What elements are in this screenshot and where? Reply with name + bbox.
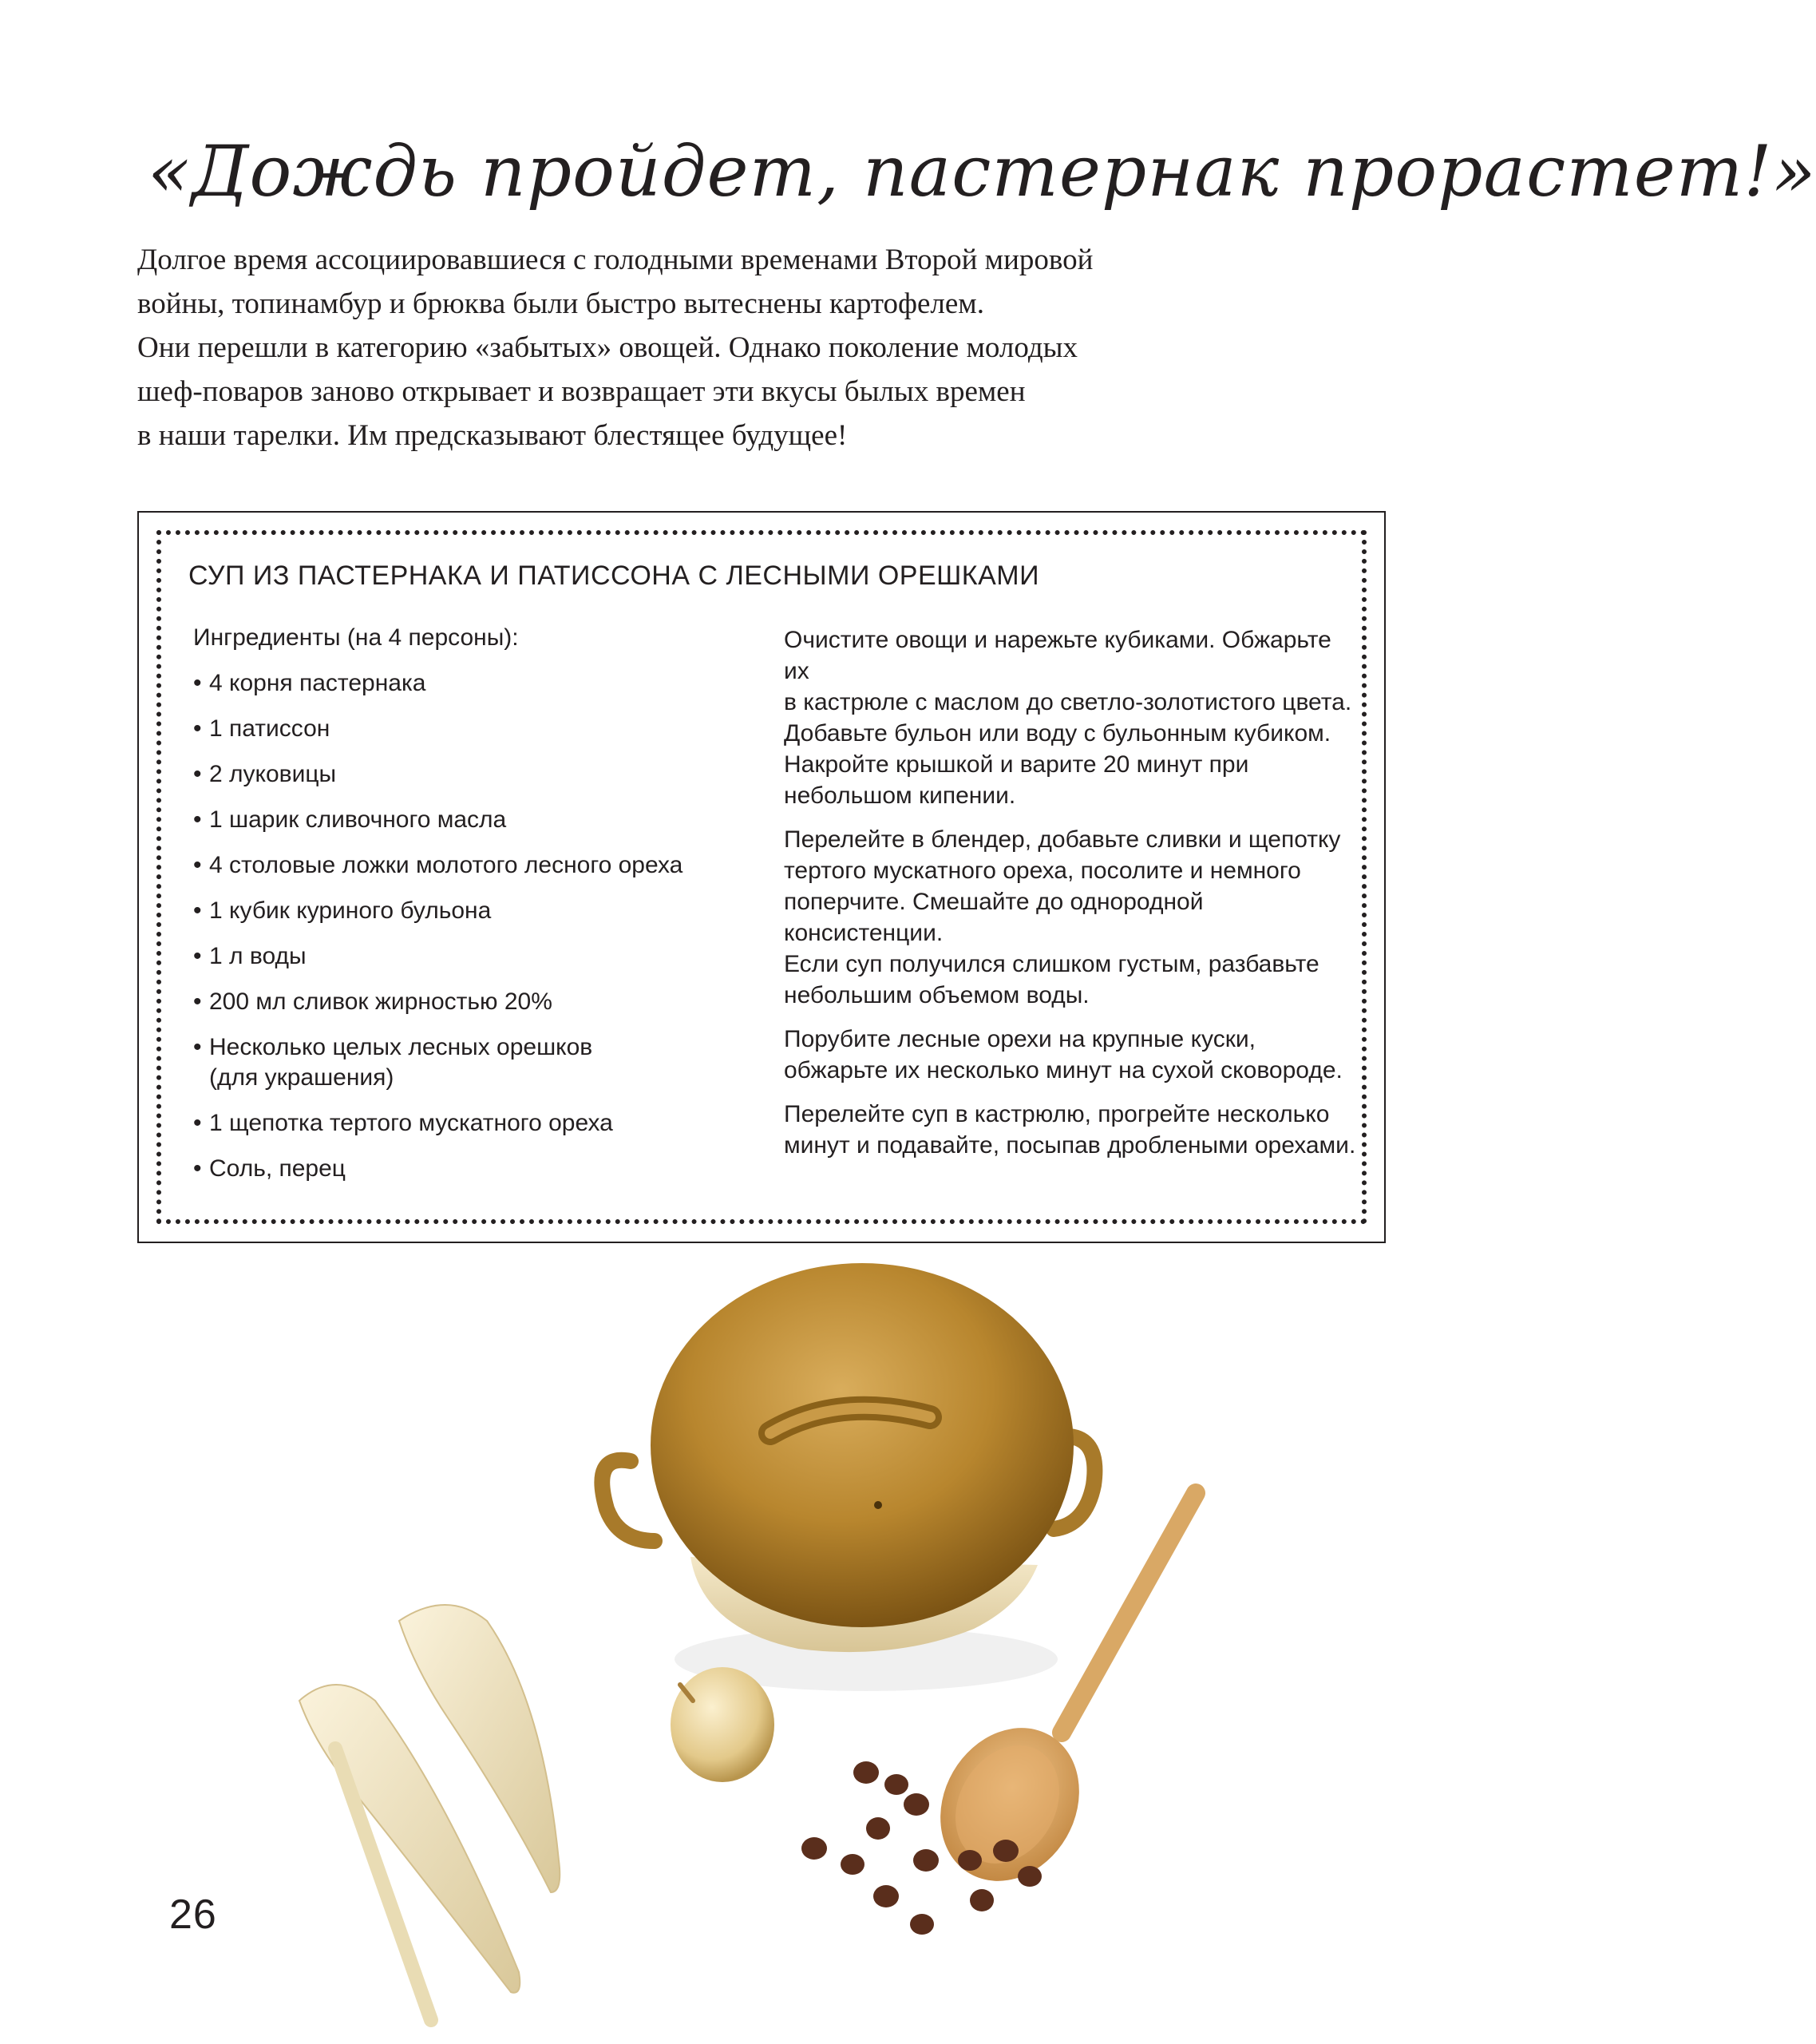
- bullet-icon: •: [193, 852, 202, 878]
- hazelnut: [904, 1793, 929, 1816]
- ingredient-item: • 1 шарик сливочного масла: [193, 805, 768, 835]
- lid-steam-hole: [874, 1501, 882, 1509]
- bullet-icon: •: [193, 1155, 202, 1182]
- hazelnut: [1018, 1866, 1042, 1887]
- bullet-icon: •: [193, 806, 202, 833]
- intro-line: Они перешли в категорию «забытых» овощей. Однако поколение молодых: [137, 331, 1078, 364]
- ingredient-item: • 200 мл сливок жирностью 20%: [193, 987, 768, 1017]
- parsnips: [299, 1605, 560, 2020]
- ingredient-item: • Соль, перец: [193, 1154, 768, 1184]
- bullet-icon: •: [193, 715, 202, 742]
- intro-line: Долгое время ассоциировавшиеся с голодными временами Второй мировой: [137, 244, 1094, 276]
- recipe-title: СУП ИЗ ПАСТЕРНАКА И ПАТИССОНА С ЛЕСНЫМИ ОРЕШКАМИ: [188, 561, 1040, 591]
- bullet-icon: •: [193, 897, 202, 924]
- page-title: «Дождь пройдет, пастернак прорастет!»: [148, 130, 1816, 212]
- ingredient-item: • 2 луковицы: [193, 759, 768, 790]
- hazelnut: [970, 1889, 994, 1911]
- hazelnut: [866, 1817, 890, 1840]
- ingredient-item: • 4 столовые ложки молотого лесного ореха: [193, 850, 768, 881]
- bullet-icon: •: [193, 670, 202, 696]
- ingredient-item: • Несколько целых лесных орешков (для украшения): [193, 1032, 768, 1093]
- page-number: 26: [169, 1891, 217, 1938]
- method-step: Перелейте в блендер, добавьте сливки и щепотку тертого мускатного ореха, посолите и немного поперчите. Смешайте до однородной консистенции. Если суп получился слишком густым, разбавьте небольшим объемом воды.: [784, 826, 1341, 1008]
- bullet-icon: •: [193, 1110, 202, 1136]
- hazelnut: [913, 1849, 939, 1872]
- spoon-handle: [1062, 1493, 1196, 1733]
- hazelnut: [841, 1854, 864, 1875]
- method-step: Перелейте суп в кастрюлю, прогрейте несколько минут и подавайте, посыпав дроблеными орехами.: [784, 1101, 1356, 1159]
- bullet-icon: •: [193, 988, 202, 1015]
- bullet-icon: •: [193, 761, 202, 787]
- pot-handle-left: [602, 1460, 655, 1541]
- method-step: Очистите овощи и нарежьте кубиками. Обжарьте их в кастрюле с маслом до светло-золотистого цвета. Добавьте бульон или воду с бульонным кубиком. Накройте крышкой и варите 20 минут при небольшом кипении.: [784, 627, 1352, 809]
- ingredient-item: • 1 л воды: [193, 941, 768, 972]
- onion-bulb: [671, 1667, 774, 1782]
- hazelnut: [993, 1840, 1019, 1862]
- intro-paragraph: [137, 238, 1335, 458]
- recipe-box: [137, 511, 1386, 1243]
- food-photo: [0, 1254, 1503, 2044]
- intro-line: войны, топинамбур и брюква были быстро вытеснены картофелем.: [137, 287, 984, 320]
- bullet-icon: •: [193, 943, 202, 969]
- hazelnut: [958, 1850, 982, 1871]
- hazelnut: [853, 1761, 879, 1784]
- clay-pot: [602, 1263, 1094, 1691]
- hazelnut: [873, 1885, 899, 1907]
- hazelnut: [910, 1914, 934, 1935]
- ingredients-heading: Ингредиенты (на 4 персоны):: [193, 624, 519, 651]
- ingredient-item: • 4 корня пастернака: [193, 668, 768, 699]
- ingredient-item: • 1 щепотка тертого мускатного ореха: [193, 1108, 768, 1139]
- ingredient-item: • 1 патиссон: [193, 714, 768, 744]
- bullet-icon: •: [193, 1034, 202, 1060]
- method-steps: [784, 624, 1359, 1174]
- onion: [671, 1667, 774, 1782]
- method-step: Порубите лесные орехи на крупные куски, обжарьте их несколько минут на сухой сковороде.: [784, 1026, 1343, 1083]
- intro-line: шеф-поваров заново открывает и возвращает эти вкусы былых времен: [137, 375, 1026, 408]
- hazelnut: [801, 1837, 827, 1860]
- intro-line: в наши тарелки. Им предсказывают блестящее будущее!: [137, 419, 848, 452]
- pot-lid: [651, 1263, 1074, 1627]
- ingredients-list: [193, 623, 768, 1199]
- hazelnut: [884, 1774, 908, 1795]
- ingredient-item: • 1 кубик куриного бульона: [193, 896, 768, 926]
